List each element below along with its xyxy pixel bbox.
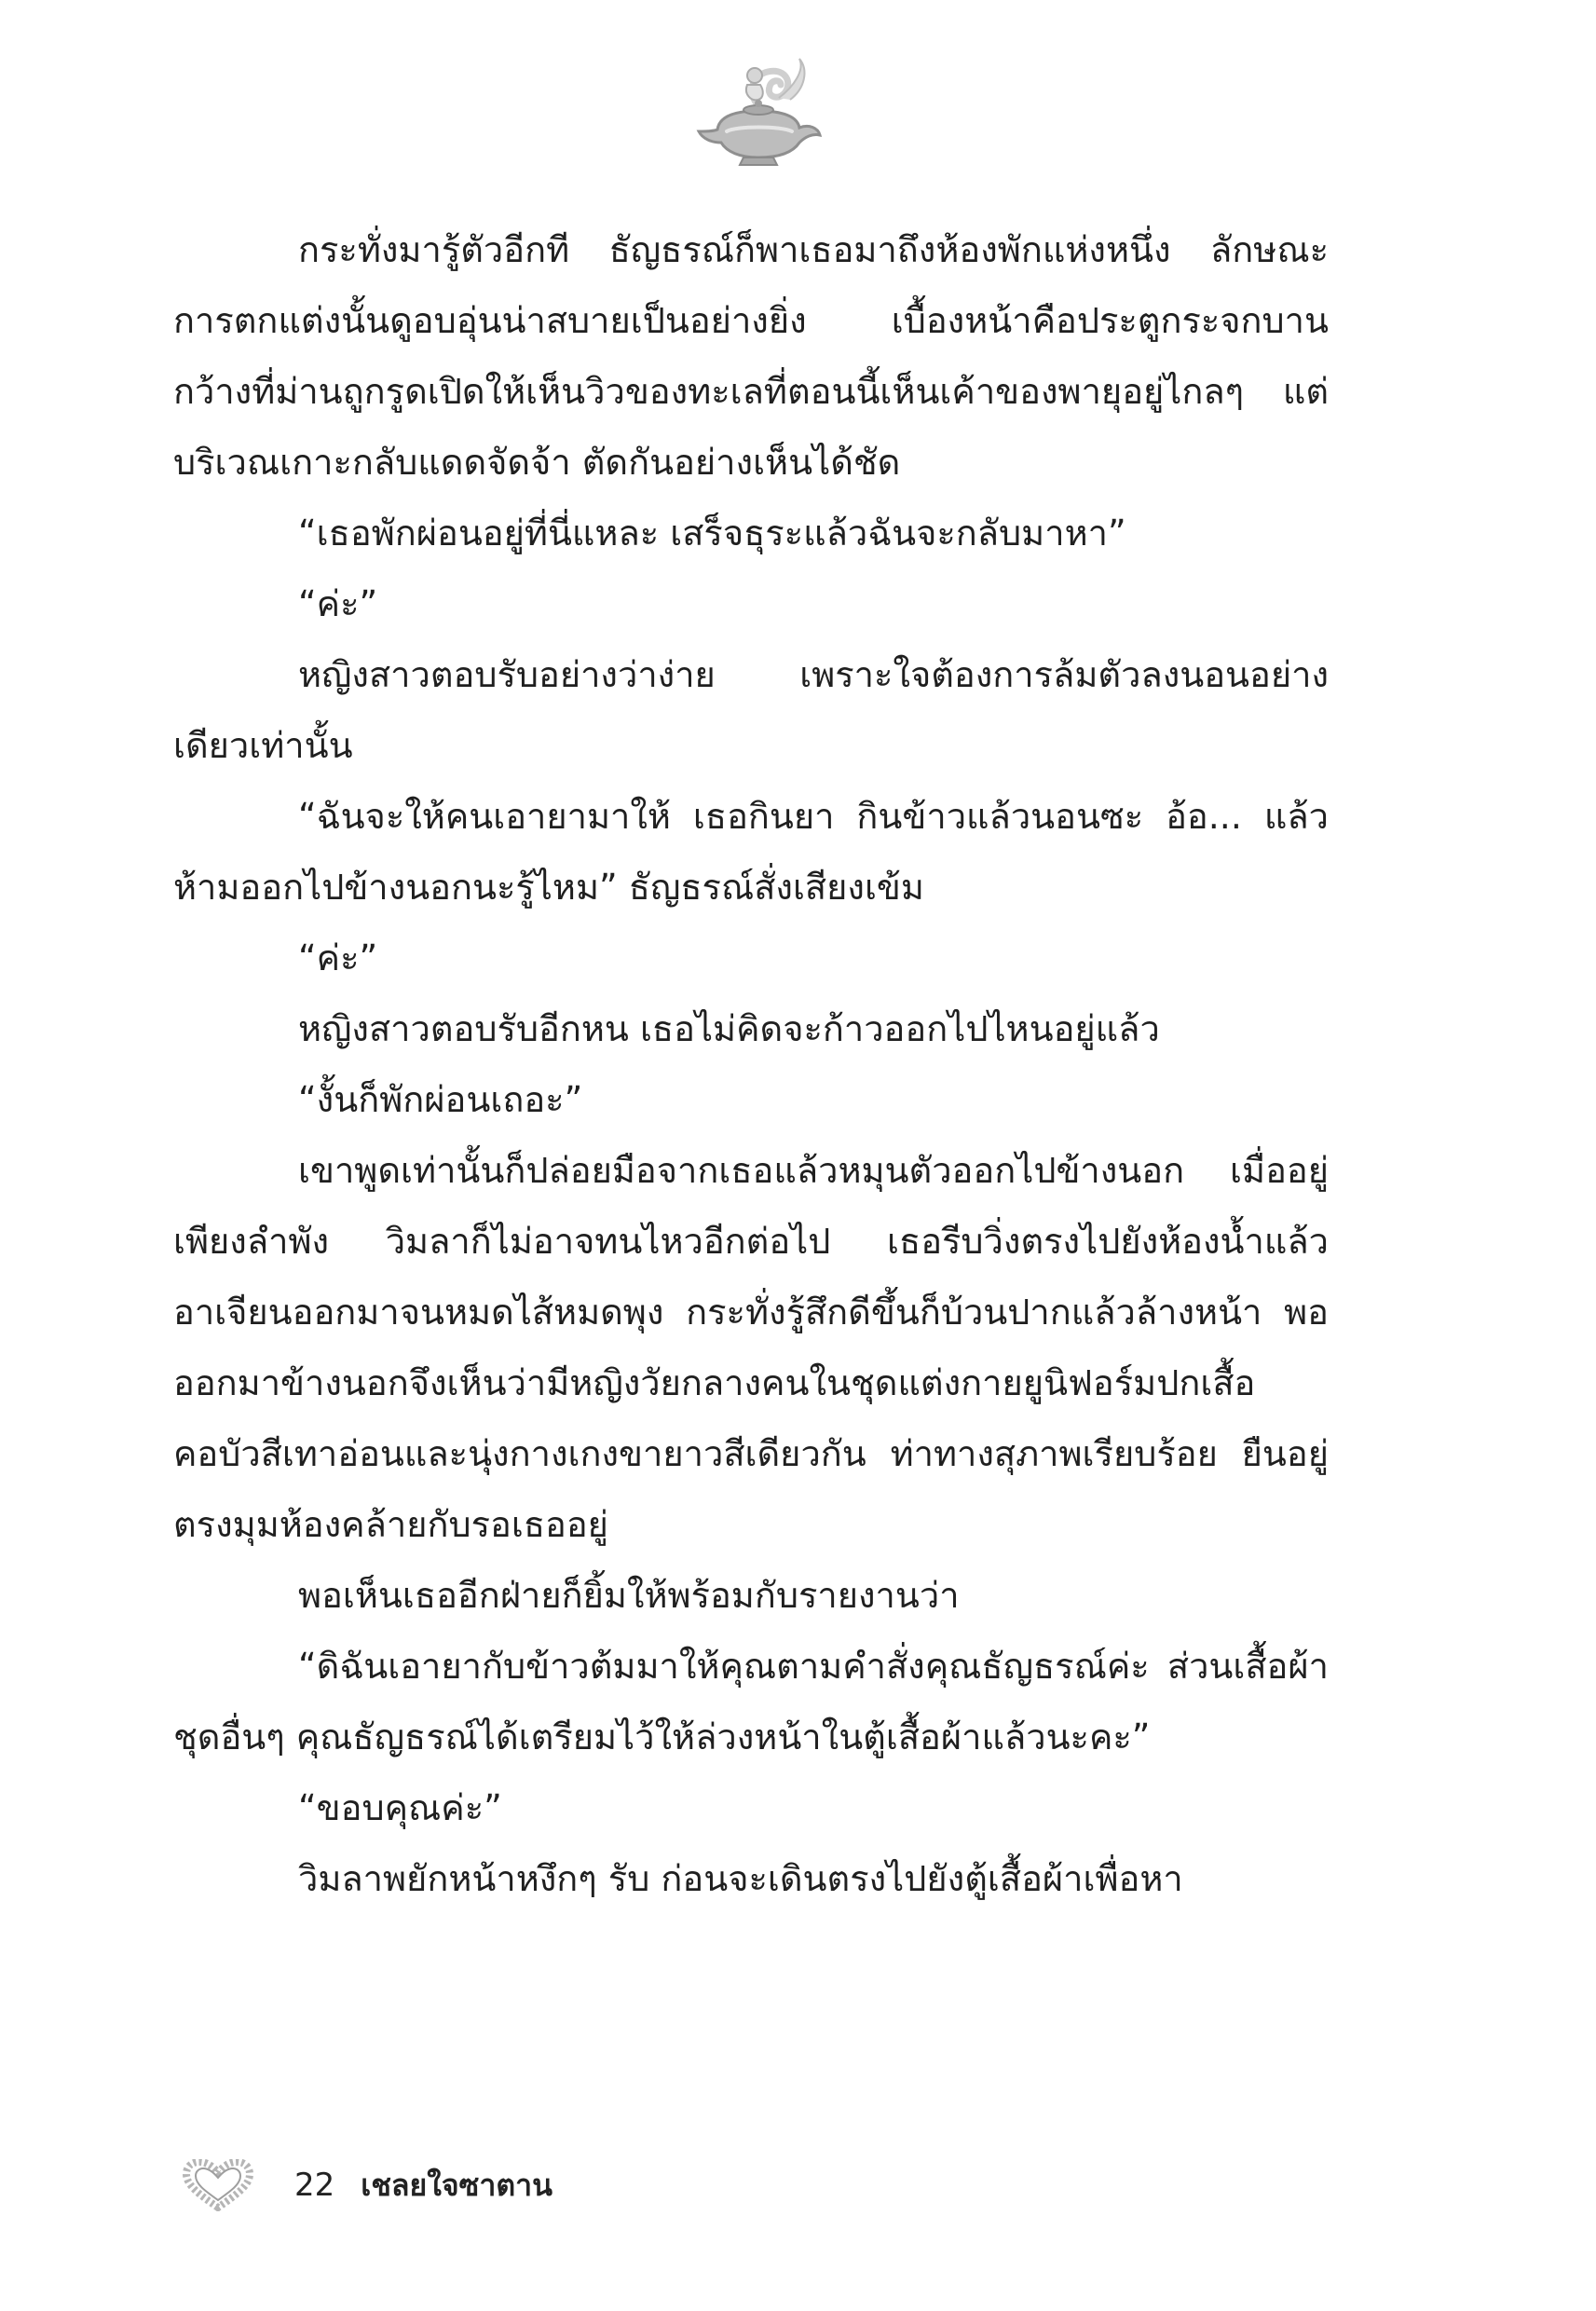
paragraph: พอเห็นเธออีกฝ่ายก็ยิ้มให้พร้อมกับรายงานว่า [298,1575,960,1616]
paragraph: “ฉันจะให้คนเอายามาให้ เธอกินยา กินข้าวแล้วนอนซะ อ้อ... แล้วห้ามออกไปข้างนอกนะรู้ไหม” ธัญธรณ์สั่งเสียงเข้ม [173,796,1329,908]
paragraph: หญิงสาวตอบรับอย่างว่าง่าย เพราะใจต้องการล้มตัวลงนอนอย่างเดียวเท่านั้น [173,654,1329,766]
heart-wreath-icon [183,2159,253,2211]
paragraph: “เธอพักผ่อนอยู่ที่นี่แหละ เสร็จธุระแล้วฉันจะกลับมาหา” [298,513,1126,554]
paragraph: หญิงสาวตอบรับอีกหน เธอไม่คิดจะก้าวออกไปไหนอยู่แล้ว [298,1008,1160,1049]
paragraph: “ดิฉันเอายากับข้าวต้มมาให้คุณตามคำสั่งคุณธัญธรณ์ค่ะ ส่วนเสื้อผ้าชุดอื่นๆ คุณธัญธรณ์ได้เตรียมไว้ให้ล่วงหน้าในตู้เสื้อผ้าแล้วนะคะ” [173,1646,1329,1757]
page-footer [183,2157,552,2213]
body-text [173,214,1329,2153]
genie-lamp-icon [689,51,829,168]
paragraph: “งั้นก็พักผ่อนเถอะ” [298,1079,583,1120]
paragraph: “ค่ะ” [298,583,378,624]
book-title: เชลยใจซาตาน [361,2167,552,2203]
paragraph: “ค่ะ” [298,937,378,978]
page-number: 22 [294,2167,335,2204]
paragraph: วิมลาพยักหน้าหงึกๆ รับ ก่อนจะเดินตรงไปยังตู้เสื้อผ้าเพื่อหา [298,1858,1183,1899]
paragraph: เขาพูดเท่านั้นก็ปล่อยมือจากเธอแล้วหมุนตัวออกไปข้างนอก เมื่ออยู่เพียงลำพัง วิมลาก็ไม่อาจทนไหวอีกต่อไป เธอรีบวิ่งตรงไปยังห้องน้ำแล้วอาเจียนออกมาจนหมดไส้หมดพุง กระทั่งรู้สึกดีขึ้นก็บ้วนปากแล้วล้างหน้า พอออกมาข้างนอกจึงเห็นว่ามีหญิงวัยกลางคนในชุดแต่งกายยูนิฟอร์มปกเสื้อคอบัวสีเทาอ่อนและนุ่งกางเกงขายาวสีเดียวกัน ท่าทางสุภาพเรียบร้อย ยืนอยู่ตรงมุมห้องคล้ายกับรอเธออยู่ [173,1150,1329,1545]
paragraph: “ขอบคุณค่ะ” [298,1787,502,1828]
paragraph: กระทั่งมารู้ตัวอีกที ธัญธรณ์ก็พาเธอมาถึงห้องพักแห่งหนึ่ง ลักษณะการตกแต่งนั้นดูอบอุ่นน่าสบายเป็นอย่างยิ่ง เบื้องหน้าคือประตูกระจกบานกว้างที่ม่านถูกรูดเปิดให้เห็นวิวของทะเลที่ตอนนี้เห็นเค้าของพายุอยู่ไกลๆ แต่บริเวณเกาะกลับแดดจัดจ้า ตัดกันอย่างเห็นได้ชัด [173,229,1329,483]
